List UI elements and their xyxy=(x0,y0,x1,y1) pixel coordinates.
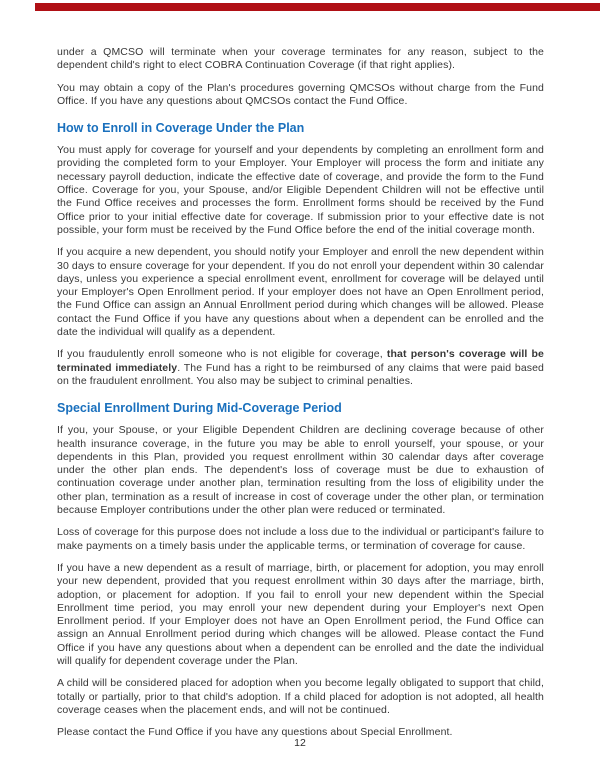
fraud-paragraph-bold-warning: that person's coverage will be terminated immediately xyxy=(57,348,544,374)
paragraph-new-dependent-notify: If you acquire a new dependent, you should notify your Employer and enroll the new dependent within 30 days to ensure coverage for your dependent. If you do not enroll your dependent within 30 calendar days, unless you experience a special enrollment event, enrollment for coverage will be delayed until your Employer's Open Enrollment period. If your employer does not have an Open Enrollment period, the Fund Office can assign an Annual Enrollment period during which changes will be allowed. Please contact the Fund Office if you have any questions about when a dependent can be enrolled and the date the individual will qualify as a dependent. xyxy=(57,246,544,339)
paragraph-fraudulent-enrollment xyxy=(57,348,544,388)
fraud-paragraph-post: . The Fund has a right to be reimbursed of any claims that were paid based on the fraudulent enrollment. You also may be subject to criminal penalties. xyxy=(57,361,544,387)
section-heading-how-to-enroll: How to Enroll in Coverage Under the Plan xyxy=(57,121,305,136)
paragraph-loss-of-coverage-exclusion: Loss of coverage for this purpose does not include a loss due to the individual or participant's failure to make payments on a timely basis under the applicable terms, or termination of coverage for cause. xyxy=(57,526,544,552)
paragraph-qmcso-termination: under a QMCSO will terminate when your coverage terminates for any reason, subject to the dependent child's right to elect COBRA Continuation Coverage (if that right applies). xyxy=(57,46,544,72)
paragraph-apply-for-coverage: You must apply for coverage for yourself and your dependents by completing an enrollment form and providing the completed form to your Employer. Your Employer will process the form and initiate any necessary payroll deduction, indicate the effective date of coverage, and provide the form to the Fund Office. Coverage for you, your Spouse, and/or Eligible Dependent Children will not be effective until the Fund Office receives and processes the form. Enrollment forms should be received by the Fund Office prior to your initial effective date for coverage. If submission prior to your effective date is not possible, your form must be received by the Fund Office before the end of the initial coverage month. xyxy=(57,144,544,236)
paragraph-new-dependent-marriage-birth: If you have a new dependent as a result of marriage, birth, or placement for adoption, you may enroll your new dependent, provided that you request enrollment within 30 days after the marriage, birth, adoption, or placement for adoption. If you fail to enroll your new dependent within the Special Enrollment time period, you may enroll your new dependent during your Employer's next Open Enrollment period. If your Employer does not have an Open Enrollment period, the Fund Office can assign an Annual Enrollment period during which changes will be allowed. Please contact the Fund Office if you have any questions about when a dependent can be enrolled and the date the individual will qualify for dependent coverage under the Plan. xyxy=(57,561,544,667)
paragraph-declining-coverage: If you, your Spouse, or your Eligible Dependent Children are declining coverage because of other health insurance coverage, in the future you may be able to enroll yourself, your spouse, or your dependents in this Plan, provided you request enrollment within 30 calendar days after coverage under the other plan ends. The dependent's loss of coverage must be due to exhaustion of continuation coverage under another plan, termination resulting from the loss of eligibility under the other plan, termination as a result of increase in cost of coverage under the other plan, or termination because Employer contributions under the other plan were reduced or terminated. xyxy=(57,424,544,517)
paragraph-qmcso-procedures: You may obtain a copy of the Plan's procedures governing QMCSOs without charge from the Fund Office. If you have any questions about QMCSOs contact the Fund Office. xyxy=(57,81,544,107)
top-red-rule xyxy=(35,3,600,11)
page-content xyxy=(57,46,544,748)
paragraph-placed-for-adoption: A child will be considered placed for adoption when you become legally obligated to support that child, totally or partially, prior to that child's adoption. If a child placed for adoption is not adopted, all health coverage ceases when the placement ends, and will not be continued. xyxy=(57,677,544,716)
fraud-paragraph-pre: If you fraudulently enroll someone who is not eligible for coverage, xyxy=(57,348,387,361)
paragraph-contact-fund-office: Please contact the Fund Office if you have any questions about Special Enrollment. xyxy=(57,726,453,739)
section-heading-special-enrollment: Special Enrollment During Mid-Coverage Period xyxy=(57,401,342,416)
page-number: 12 xyxy=(294,737,306,749)
